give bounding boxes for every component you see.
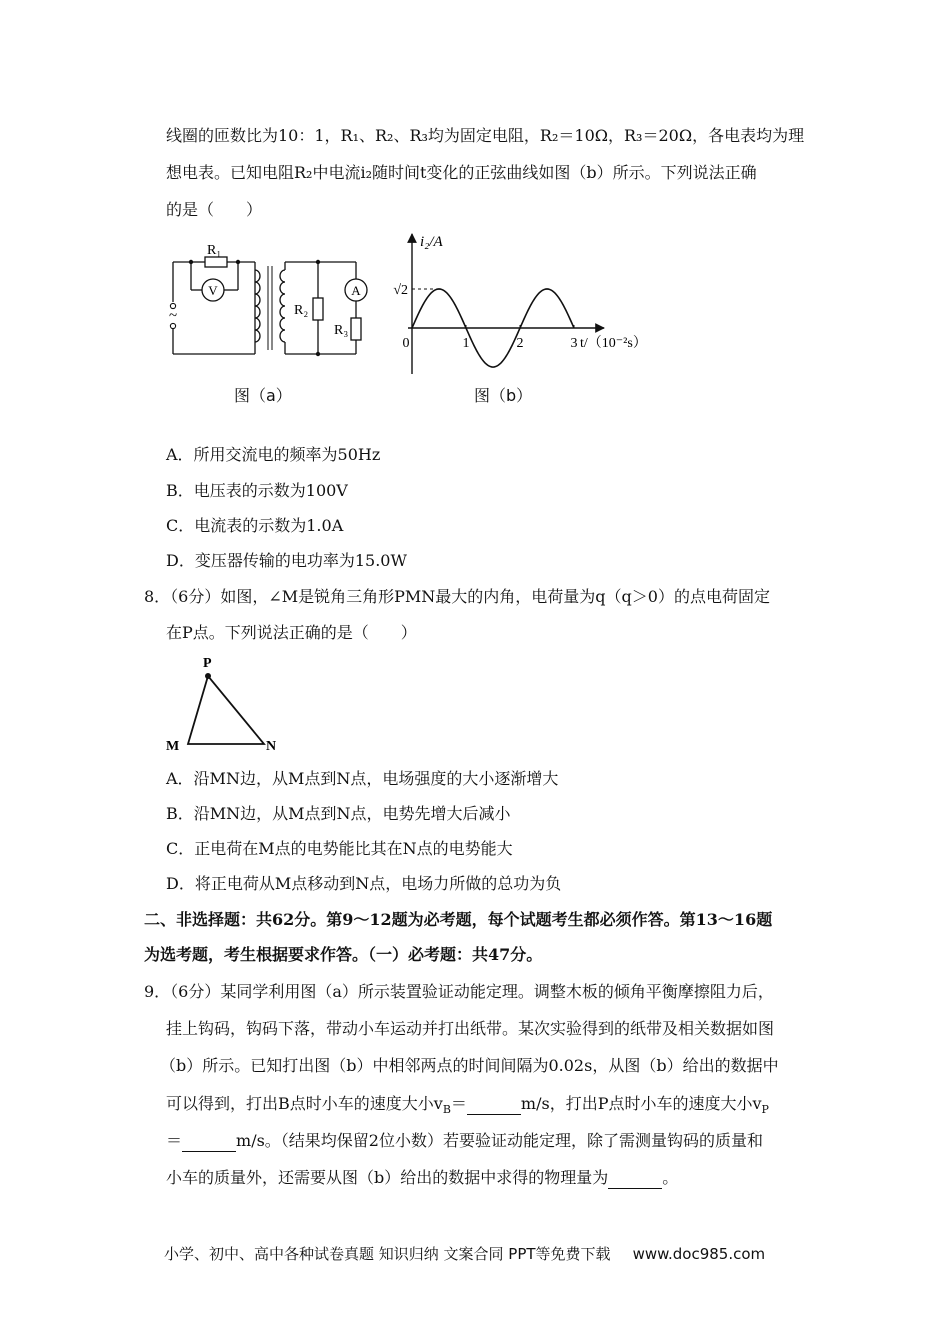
section2-heading-line-1: 二、非选择题：共62分。第9～12题为必考题，每个试题考生都必须作答。第13～16题	[144, 910, 773, 929]
footer-url[interactable]: www.doc985.com	[632, 1245, 766, 1263]
q8-option-c: C．正电荷在M点的电势能比其在N点的电势能大	[166, 839, 513, 858]
q9-text-line6: 小车的质量外，还需要从图（b）给出的数据中求得的物理量为	[166, 1168, 609, 1187]
q9-text-line5: m/s。（结果均保留2位小数）若要验证动能定理，除了需测量钩码的质量和	[236, 1131, 763, 1150]
ammeter-symbol: A	[351, 283, 361, 298]
q9-stem-line-6	[166, 1168, 678, 1189]
q9-text-equals-1: ＝	[450, 1094, 467, 1113]
q7-stem-line-2: 想电表。已知电阻R₂中电流i₂随时间t变化的正弦曲线如图（b）所示。下列说法正确	[166, 163, 757, 182]
q7-stem-line-1: 线圈的匝数比为10：1，R₁、R₂、R₃均为固定电阻，R₂＝10Ω，R₃＝20Ω，各电表均为理	[166, 126, 805, 145]
q7-option-d: D．变压器传输的电功率为15.0W	[166, 551, 407, 570]
figure-a-caption: 图（a）	[234, 386, 292, 405]
answer-blank-quantity[interactable]	[608, 1168, 662, 1189]
q7-option-c: C．电流表的示数为1.0A	[166, 516, 344, 535]
y-axis-label: i₂/A	[420, 234, 443, 250]
footer-text: 小学、初中、高中各种试卷真题 知识归纳 文案合同 PPT等免费下载	[164, 1245, 611, 1263]
point-p-label: P	[203, 656, 212, 671]
q9-text-vp-prefix: m/s，打出P点时小车的速度大小v	[520, 1094, 762, 1113]
x-tick-label-2: 2	[516, 336, 524, 351]
q8-option-b: B．沿MN边，从M点到N点，电势先增大后减小	[166, 804, 511, 823]
q8-option-a: A．沿MN边，从M点到N点，电场强度的大小逐渐增大	[166, 769, 559, 788]
q9-sub-b: B	[442, 1103, 451, 1117]
x-tick-label-1: 1	[462, 336, 470, 351]
answer-blank-vb[interactable]	[467, 1094, 521, 1115]
q9-stem-line-2: 挂上钩码，钩码下落，带动小车运动并打出纸带。某次实验得到的纸带及相关数据如图	[166, 1019, 775, 1038]
x-tick-label-3: 3	[570, 336, 578, 351]
label-r3: R₃	[334, 323, 349, 338]
figure-b-caption: 图（b）	[474, 386, 533, 405]
label-r2: R₂	[294, 303, 309, 318]
label-r1: R₁	[207, 243, 222, 258]
point-n-label: N	[266, 739, 277, 754]
q7-option-a: A．所用交流电的频率为50Hz	[166, 445, 381, 464]
q9-stem-line-1: 9．（6分）某同学利用图（a）所示装置验证动能定理。调整木板的倾角平衡摩擦阻力后，	[144, 982, 774, 1001]
q8-option-d: D．将正电荷从M点移动到N点，电场力所做的总功为负	[166, 874, 562, 893]
origin-label: 0	[402, 336, 410, 351]
point-m-label: M	[166, 739, 180, 754]
q9-stem-line-5	[166, 1131, 763, 1152]
triangle-pmn-figure	[160, 652, 290, 756]
q8-stem-line-2: 在P点。下列说法正确的是（ ）	[166, 623, 417, 642]
q9-text-period: 。	[662, 1168, 679, 1187]
q9-stem-line-4	[166, 1094, 769, 1120]
amplitude-label: √2	[393, 283, 408, 298]
source-symbol: ~	[168, 308, 178, 324]
q7-stem-line-3: 的是（ ）	[166, 200, 263, 219]
x-axis-label: t/（10⁻²s）	[580, 336, 647, 351]
circuit-figure-a	[160, 232, 385, 362]
answer-blank-vp[interactable]	[182, 1131, 236, 1152]
q8-stem-line-1: 8．（6分）如图，∠M是锐角三角形PMN最大的内角，电荷量为q（q＞0）的点电荷固定	[144, 587, 770, 606]
q9-stem-line-3: （b）所示。已知打出图（b）中相邻两点的时间间隔为0.02s，从图（b）给出的数据中	[160, 1056, 779, 1075]
q7-option-b: B．电压表的示数为100V	[166, 481, 348, 500]
q9-sub-p: P	[761, 1103, 769, 1117]
voltmeter-symbol: V	[208, 283, 218, 298]
sine-chart-figure-b	[390, 228, 660, 378]
section2-heading-line-2: 为选考题，考生根据要求作答。（一）必考题：共47分。	[144, 945, 543, 964]
page-footer	[164, 1244, 765, 1264]
q9-text-equals-2: ＝	[166, 1131, 183, 1150]
q9-text-vb-prefix: 可以得到，打出B点时小车的速度大小v	[166, 1094, 443, 1113]
